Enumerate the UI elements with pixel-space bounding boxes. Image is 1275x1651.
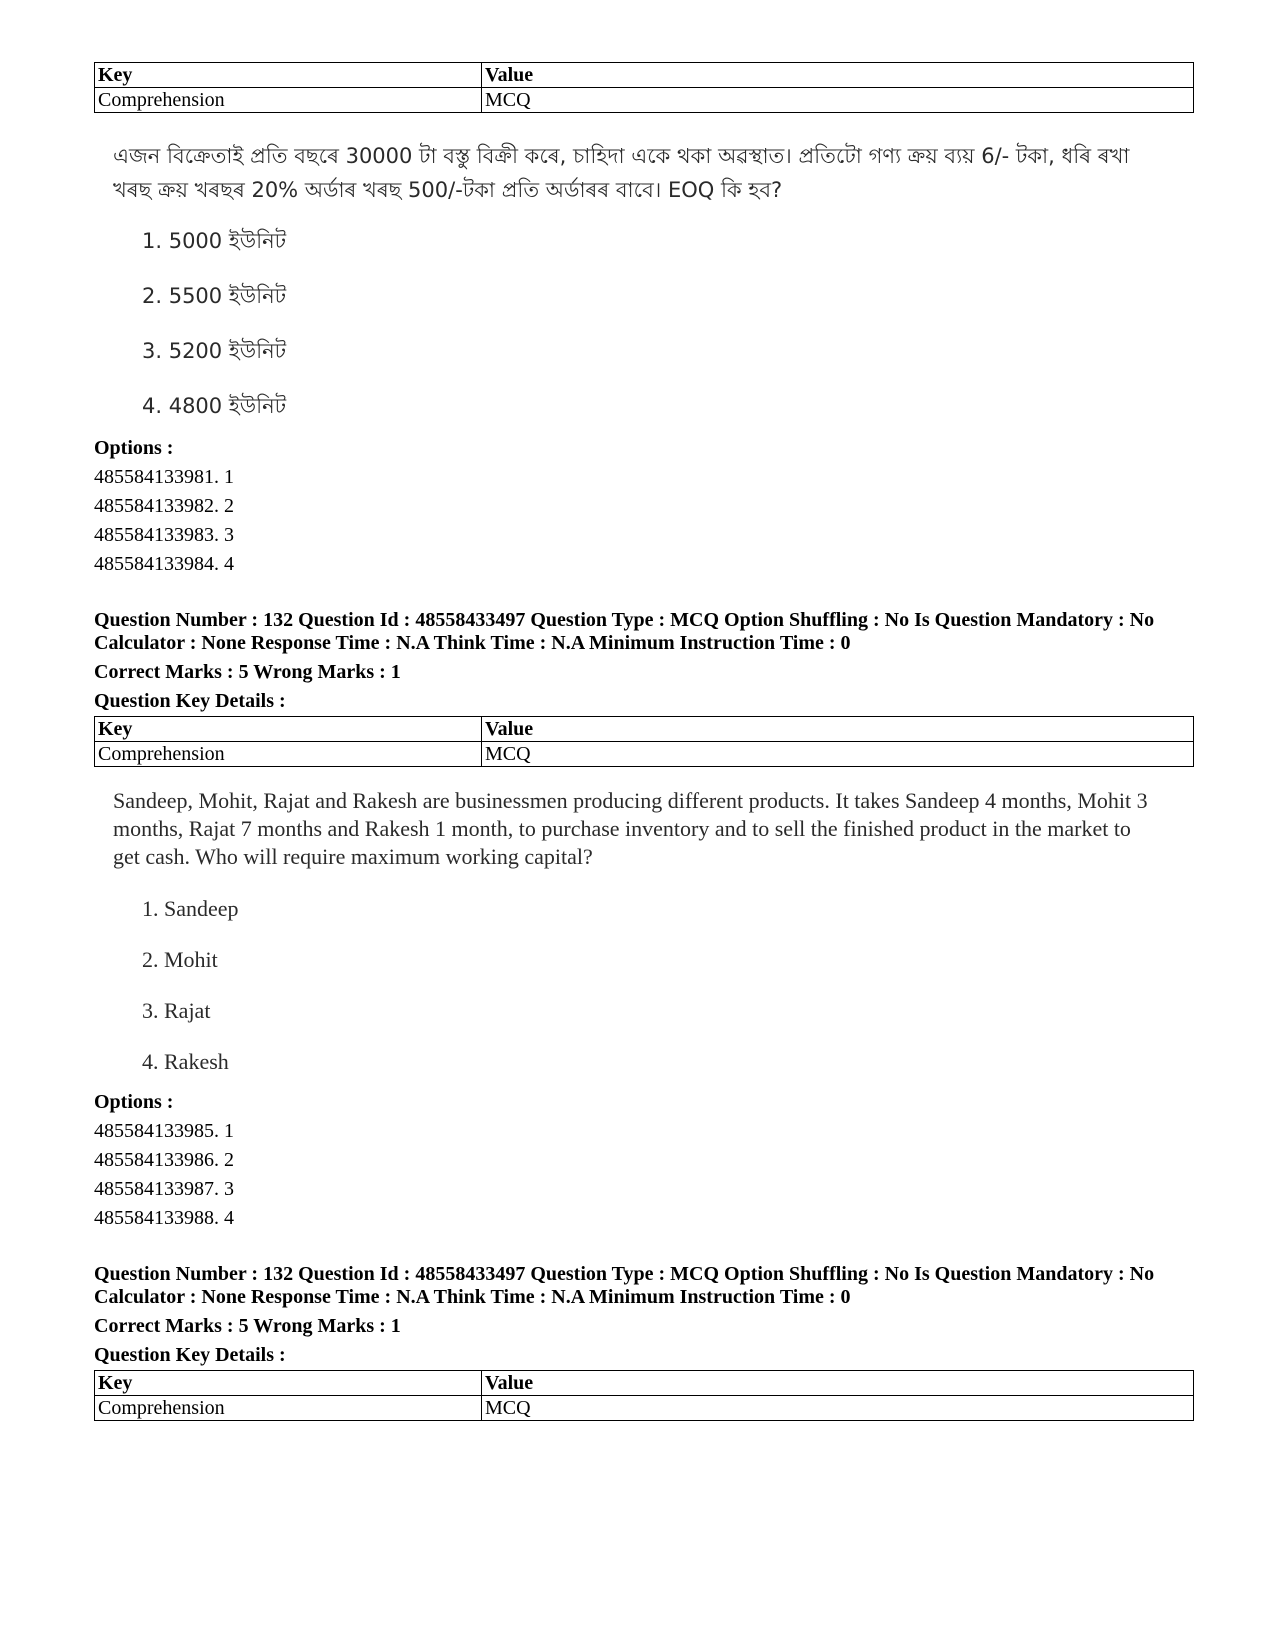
question-key-table	[94, 716, 1194, 767]
table-cell-key: Comprehension	[95, 88, 482, 113]
option-id: 485584133982. 2	[94, 495, 234, 517]
table-header-key: Key	[95, 1371, 482, 1396]
question-image	[94, 787, 1194, 1076]
question-stem: Sandeep, Mohit, Rajat and Rakesh are businessmen producing different products. It takes Sandeep 4 months, Mohit 3 months, Rajat 7 months and Rakesh 1 month, to purchase inventory and to sell the finished product in the market to get cash. Who will require maximum working capital?	[113, 788, 1148, 869]
exam-document	[94, 62, 1194, 1421]
question-option-list	[142, 227, 1194, 420]
question-option: 4. Rakesh	[142, 1049, 229, 1074]
option-id: 485584133984. 4	[94, 553, 234, 575]
option-id: 485584133983. 3	[94, 524, 234, 546]
question-option: 4. 4800 ইউনিট	[142, 394, 287, 418]
table-header-value: Value	[482, 1371, 1194, 1396]
question-meta: Question Number : 132 Question Id : 48558433497 Question Type : MCQ Option Shuffling : No Is Question Mandatory : No Calculator : None Response Time : N.A Think Time : N.A Minimum Instruction Time : 0	[94, 609, 1155, 654]
table-cell-value: MCQ	[482, 1396, 1194, 1421]
question-option: 3. 5200 ইউনিট	[142, 339, 287, 363]
question-stem: এজন বিক্ৰেতাই প্ৰতি বছৰে 30000 টা বস্তু বিক্ৰী কৰে, চাহিদা একে থকা অৱস্থাত। প্ৰতিটো গণ্য ক্ৰয় ব্যয় 6/- টকা, ধৰি ৰখা খৰছ ক্ৰয় খৰছৰ 20% অৰ্ডাৰ খৰছ 500/-টকা প্ৰতি অৰ্ডাৰৰ বাবে। EOQ কি হব?	[113, 144, 1130, 202]
option-id: 485584133986. 2	[94, 1149, 234, 1171]
table-cell-key: Comprehension	[95, 1396, 482, 1421]
table-cell-key: Comprehension	[95, 742, 482, 767]
option-id: 485584133981. 1	[94, 466, 234, 488]
question-option: 1. 5000 ইউনিট	[142, 229, 287, 253]
marks-line: Correct Marks : 5 Wrong Marks : 1	[94, 661, 401, 683]
table-row	[95, 88, 1194, 113]
question-meta: Question Number : 132 Question Id : 48558433497 Question Type : MCQ Option Shuffling : No Is Question Mandatory : No Calculator : None Response Time : N.A Think Time : N.A Minimum Instruction Time : 0	[94, 1263, 1155, 1308]
question-key-table	[94, 1370, 1194, 1421]
table-header-row	[95, 717, 1194, 742]
question-key-table	[94, 62, 1194, 113]
question-option: 2. Mohit	[142, 947, 218, 972]
question-option: 2. 5500 ইউনিট	[142, 284, 287, 308]
question-option: 1. Sandeep	[142, 896, 239, 921]
table-header-value: Value	[482, 63, 1194, 88]
table-header-row	[95, 63, 1194, 88]
table-cell-value: MCQ	[482, 88, 1194, 113]
table-cell-value: MCQ	[482, 742, 1194, 767]
key-details-label: Question Key Details :	[94, 1344, 286, 1366]
marks-line: Correct Marks : 5 Wrong Marks : 1	[94, 1315, 401, 1337]
option-id: 485584133987. 3	[94, 1178, 234, 1200]
option-id: 485584133985. 1	[94, 1120, 234, 1142]
table-row	[95, 1396, 1194, 1421]
options-label: Options :	[94, 1091, 174, 1113]
key-details-label: Question Key Details :	[94, 690, 286, 712]
table-row	[95, 742, 1194, 767]
option-id: 485584133988. 4	[94, 1207, 234, 1229]
question-image	[94, 139, 1194, 420]
options-label: Options :	[94, 437, 174, 459]
question-option-list	[142, 895, 1194, 1076]
table-header-value: Value	[482, 717, 1194, 742]
table-header-row	[95, 1371, 1194, 1396]
question-option: 3. Rajat	[142, 998, 211, 1023]
table-header-key: Key	[95, 63, 482, 88]
table-header-key: Key	[95, 717, 482, 742]
